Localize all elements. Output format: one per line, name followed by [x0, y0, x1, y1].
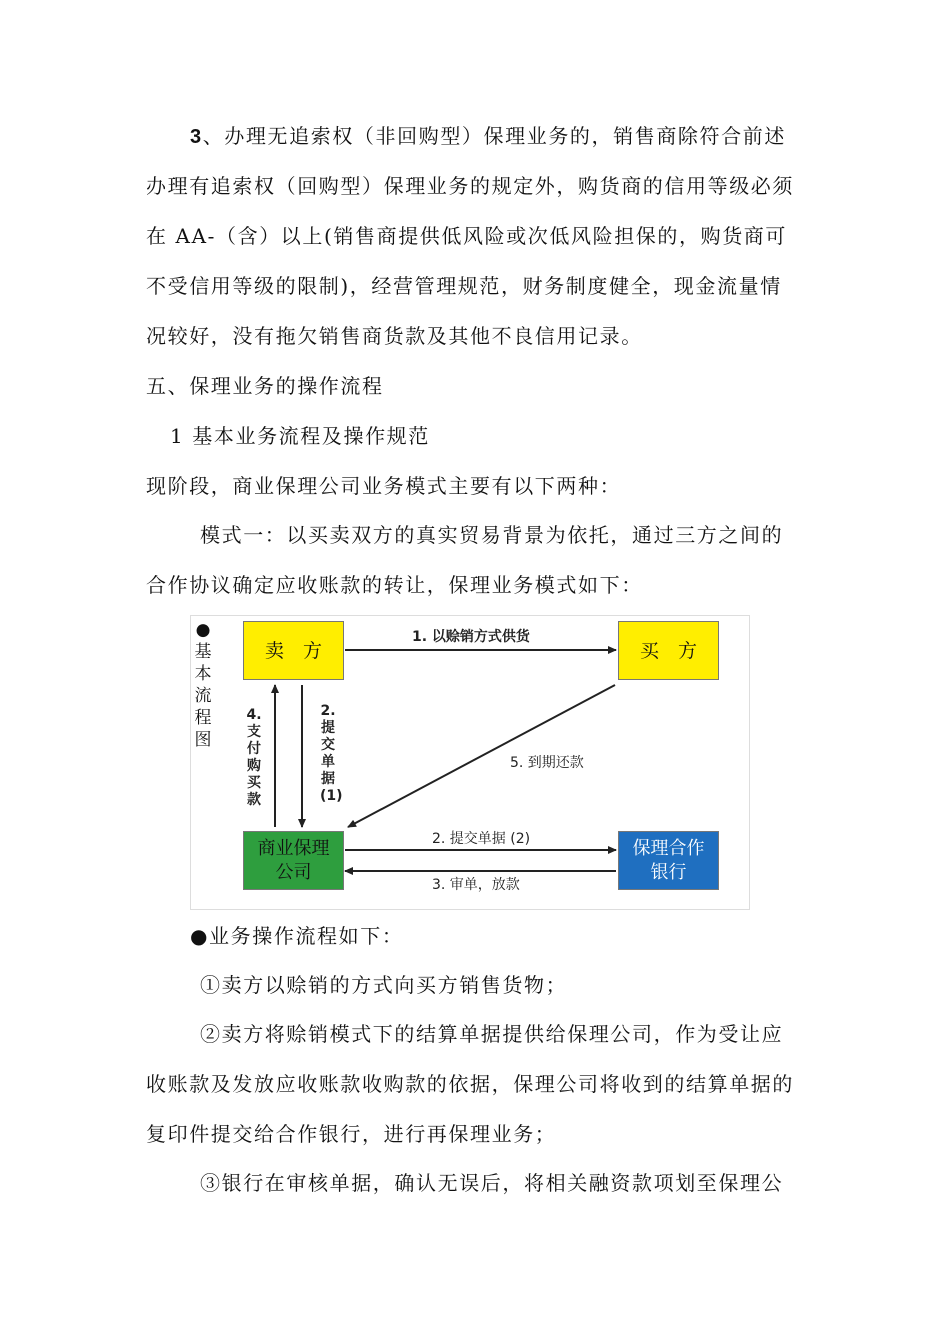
label-step4: 4.支付购买款 [246, 707, 262, 808]
label-step2a: 2.提交单据(1) [320, 703, 343, 804]
factor-box: 商业保理公司 [243, 831, 344, 890]
label-step2b: 2. 提交单据 (2) [432, 831, 531, 847]
basic-flow-diagram [190, 615, 750, 910]
side-bullet: ● [195, 620, 211, 640]
para3-line1-text: 、办理无追索权（非回购型）保理业务的，销售商除符合前述 [202, 124, 786, 148]
buyer-box: 买 方 [618, 621, 719, 680]
side-label: 基本流程图 [194, 642, 212, 750]
para3-line5: 况较好，没有拖欠销售商货款及其他不良信用记录。 [146, 324, 643, 348]
op3-line1: ③银行在审核单据，确认无误后，将相关融资款项划至保理公 [200, 1171, 784, 1195]
para3-line3: 在 AA-（含）以上(销售商提供低风险或次低风险担保的，购货商可 [146, 224, 788, 248]
label-step5: 5. 到期还款 [510, 755, 584, 771]
para3-line4: 不受信用等级的限制)，经营管理规范，财务制度健全，现金流量情 [146, 274, 782, 298]
ops-heading: ●业务操作流程如下： [190, 924, 404, 948]
label-step3: 3. 审单，放款 [432, 877, 520, 893]
seller-box: 卖 方 [243, 621, 344, 680]
mode1-line2: 合作协议确定应收账款的转让，保理业务模式如下： [146, 573, 643, 597]
op2-line1: ②卖方将赊销模式下的结算单据提供给保理公司，作为受让应 [200, 1022, 784, 1046]
mode1-line1: 模式一：以买卖双方的真实贸易背景为依托，通过三方之间的 [200, 523, 784, 547]
op2-line2: 收账款及发放应收账款收购款的依据，保理公司将收到的结算单据的 [146, 1072, 794, 1096]
op1-line: ①卖方以赊销的方式向买方销售货物； [200, 973, 568, 997]
intro-line: 现阶段，商业保理公司业务模式主要有以下两种： [146, 474, 622, 498]
para3-line2: 办理有追索权（回购型）保理业务的规定外，购货商的信用等级必须 [146, 174, 794, 198]
bank-box: 保理合作银行 [618, 831, 719, 890]
para3-number: 3 [190, 126, 203, 148]
sub1-heading: 1 基本业务流程及操作规范 [170, 424, 430, 448]
label-step1: 1. 以赊销方式供货 [412, 629, 530, 645]
para3-line1 [190, 122, 786, 151]
op2-line3: 复印件提交给合作银行，进行再保理业务； [146, 1122, 557, 1146]
section5-heading: 五、保理业务的操作流程 [146, 374, 384, 398]
